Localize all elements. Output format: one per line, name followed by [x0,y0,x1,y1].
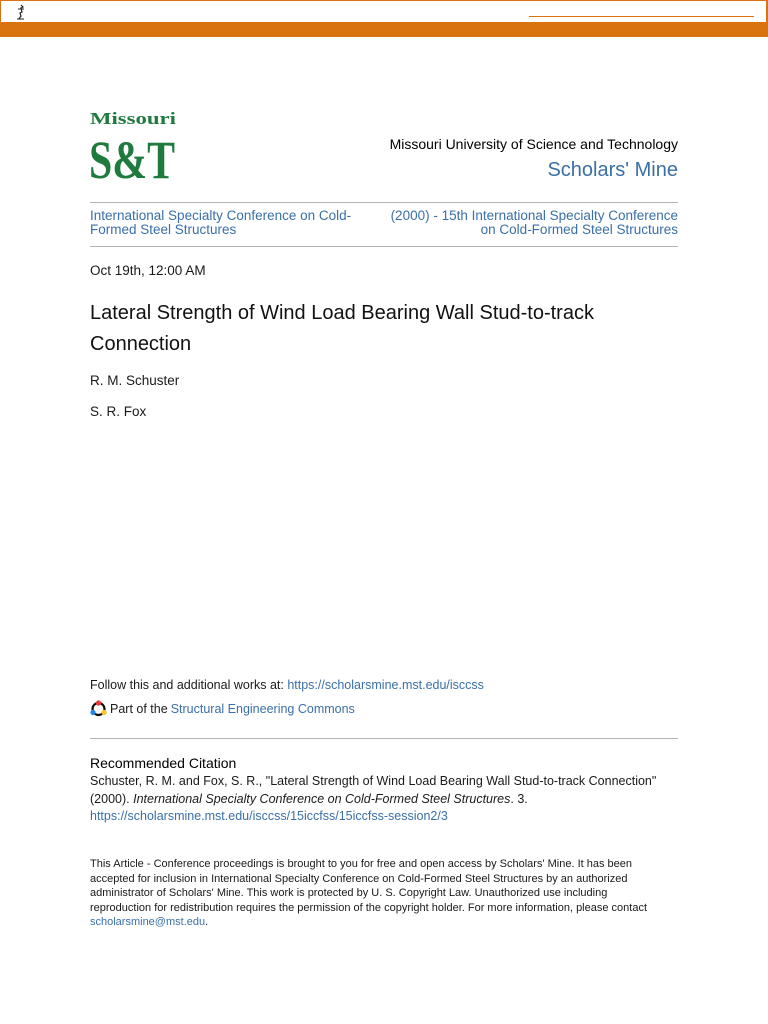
notice-end: . [205,916,209,929]
citation-plain: Schuster, R. M. and Fox, S. R., "Lateral Strength of Wind Load Bearing Wall Stud-to-track Connection" (2000). [90,774,657,806]
event-date: Oct 19th, 12:00 AM [90,263,206,278]
topbar-divider [529,16,754,17]
citation-tail: . 3. [510,791,528,806]
svg-text:S&T: S&T [89,130,175,190]
follow-url-link[interactable]: https://scholarsmine.mst.edu/isccss [287,678,484,692]
university-name: Missouri University of Science and Technology [389,136,678,152]
citation-text [90,773,660,826]
follow-line [90,678,484,692]
divider-top [90,202,678,203]
part-of-label: Part of the [110,702,168,716]
part-of-line [90,700,355,718]
contact-email-link[interactable]: scholarsmine@mst.edu [90,916,206,929]
author-1: R. M. Schuster [90,373,180,388]
scholars-mine-link[interactable]: Scholars' Mine [547,159,678,181]
follow-label: Follow this and additional works at: [90,678,288,692]
structural-engineering-commons-link[interactable]: Structural Engineering Commons [170,702,355,716]
notice-text: This Article - Conference proceedings is brought to you for free and open access by Scholars' Mine. It has been accepted for inclusion in International Specialty Conference on Cold-Formed Steel Structures by an authorized administrator of Scholars' Mine. This work is protected by U. S. Copyright Law. Unauthorized use including reproduction for redistribution requires the permission of the copyright holder. For more information, please contact [90,858,648,914]
top-banner [0,0,768,37]
svg-text:Missouri: Missouri [90,109,177,128]
citation-source: International Specialty Conference on Cold-Formed Steel Structures [133,791,511,806]
missouri-st-logo [89,108,178,190]
recommended-citation-heading: Recommended Citation [90,755,237,771]
network-commons-icon [90,700,107,718]
citation-url-link[interactable]: https://scholarsmine.mst.edu/isccss/15iccfss/15iccfss-session2/3 [90,809,448,823]
access-notice [90,857,650,930]
divider-collections [90,246,678,247]
sparky-icon [14,4,28,20]
top-banner-inner [1,1,766,22]
collection-link[interactable]: International Specialty Conference on Cold-Formed Steel Structures [90,208,352,237]
divider-citation [90,738,678,739]
event-link[interactable]: (2000) - 15th International Specialty Conference on Cold-Formed Steel Structures [390,208,678,237]
author-2: S. R. Fox [90,404,147,419]
article-title: Lateral Strength of Wind Load Bearing Wall Stud-to-track Connection [90,302,594,355]
